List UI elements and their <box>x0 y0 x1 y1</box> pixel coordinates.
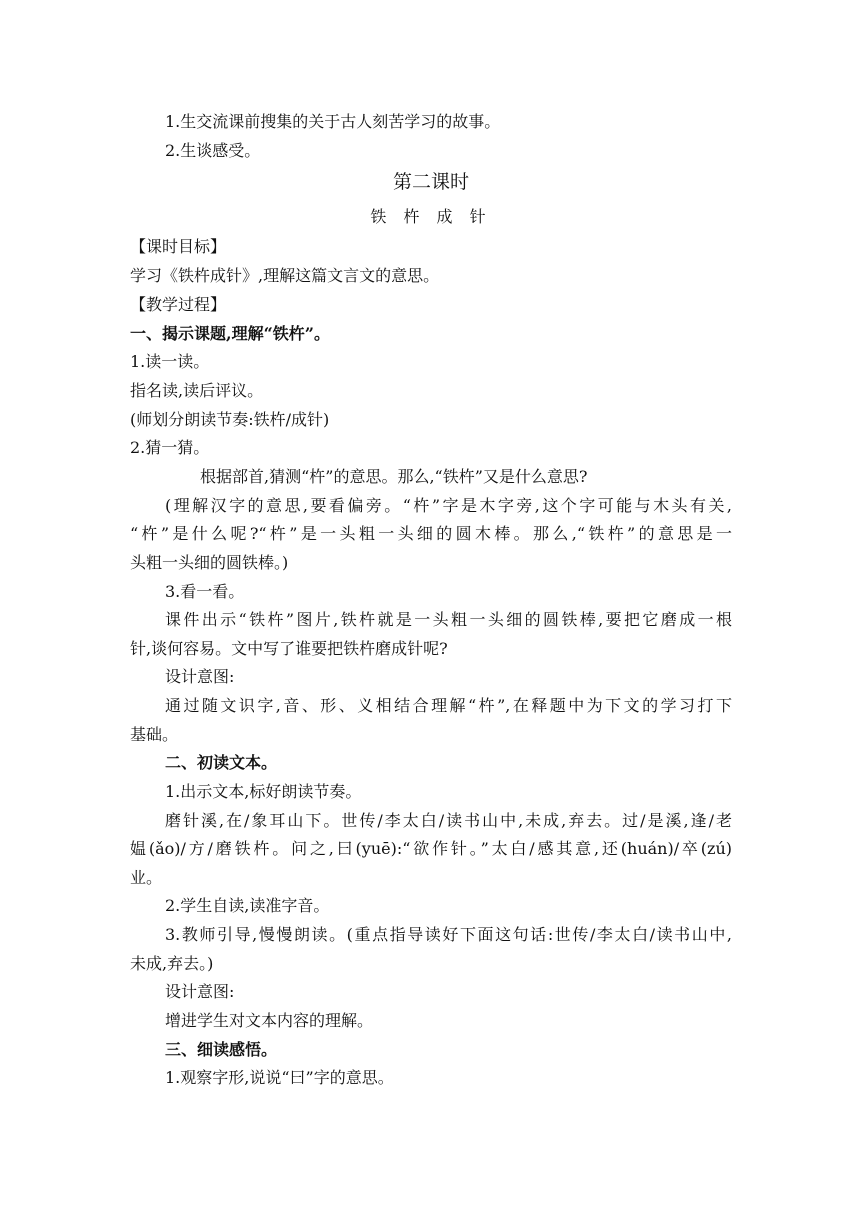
text-line: 媪(ǎo)/方/磨铁杵。问之,曰(yuē):“欲作针。”太白/感其意,还(huán)/卒(zú) <box>130 839 732 858</box>
section-heading: 【教学过程】 <box>130 295 227 314</box>
design-intent-label: 设计意图: <box>165 982 235 1001</box>
text-line: 学习《铁杵成针》,理解这篇文言文的意思。 <box>130 266 440 285</box>
text-line: 2.猜一猜。 <box>130 438 210 457</box>
section-heading: 【课时目标】 <box>130 237 227 256</box>
text-line: (理解汉字的意思,要看偏旁。“杵”字是木字旁,这个字可能与木头有关, <box>165 496 732 515</box>
part-heading: 三、细读感悟。 <box>165 1040 278 1059</box>
text-line: 指名读,读后评议。 <box>130 381 264 400</box>
lesson-title: 第二课时 <box>392 171 469 193</box>
text-line: 1.读一读。 <box>130 352 210 371</box>
text-line: 头粗一头细的圆铁棒。) <box>130 553 289 572</box>
text-line: 3.教师引导,慢慢朗读。(重点指导读好下面这句话:世传/李太白/读书山中, <box>165 925 732 944</box>
part-heading: 二、初读文本。 <box>165 753 278 772</box>
text-line: “杵”是什么呢?“杵”是一头粗一头细的圆木棒。那么,“铁杵”的意思是一 <box>130 524 732 543</box>
text-line: 1.观察字形,说说“曰”字的意思。 <box>165 1068 394 1087</box>
text-line: 业。 <box>130 868 163 887</box>
text-line: 3.看一看。 <box>165 582 245 601</box>
text-line: 通过随文识字,音、形、义相结合理解“杵”,在释题中为下文的学习打下 <box>165 696 732 715</box>
text-line: 2.生谈感受。 <box>165 141 261 160</box>
text-line: 2.学生自读,读准字音。 <box>165 896 330 915</box>
text-line: 1.生交流课前搜集的关于古人刻苦学习的故事。 <box>165 112 501 131</box>
design-intent-label: 设计意图: <box>165 667 235 686</box>
lesson-subtitle: 铁 杵 成 针 <box>370 207 492 226</box>
part-heading: 一、揭示课题,理解“铁杵”。 <box>130 324 330 343</box>
text-line: 磨针溪,在/象耳山下。世传/李太白/读书山中,未成,弃去。过/是溪,逢/老 <box>165 811 732 830</box>
text-line: 针,谈何容易。文中写了谁要把铁杵磨成针呢? <box>130 639 448 658</box>
text-line: 根据部首,猜测“杵”的意思。那么,“铁杵”又是什么意思? <box>200 467 588 486</box>
text-line: 增进学生对文本内容的理解。 <box>165 1011 374 1030</box>
text-line: 课件出示“铁杵”图片,铁杵就是一头粗一头细的圆铁棒,要把它磨成一根 <box>165 610 732 629</box>
text-line: (师划分朗读节奏:铁杵/成针) <box>130 410 330 429</box>
text-line: 基础。 <box>130 725 179 744</box>
text-line: 未成,弃去。) <box>130 954 214 973</box>
text-line: 1.出示文本,标好朗读节奏。 <box>165 782 362 801</box>
